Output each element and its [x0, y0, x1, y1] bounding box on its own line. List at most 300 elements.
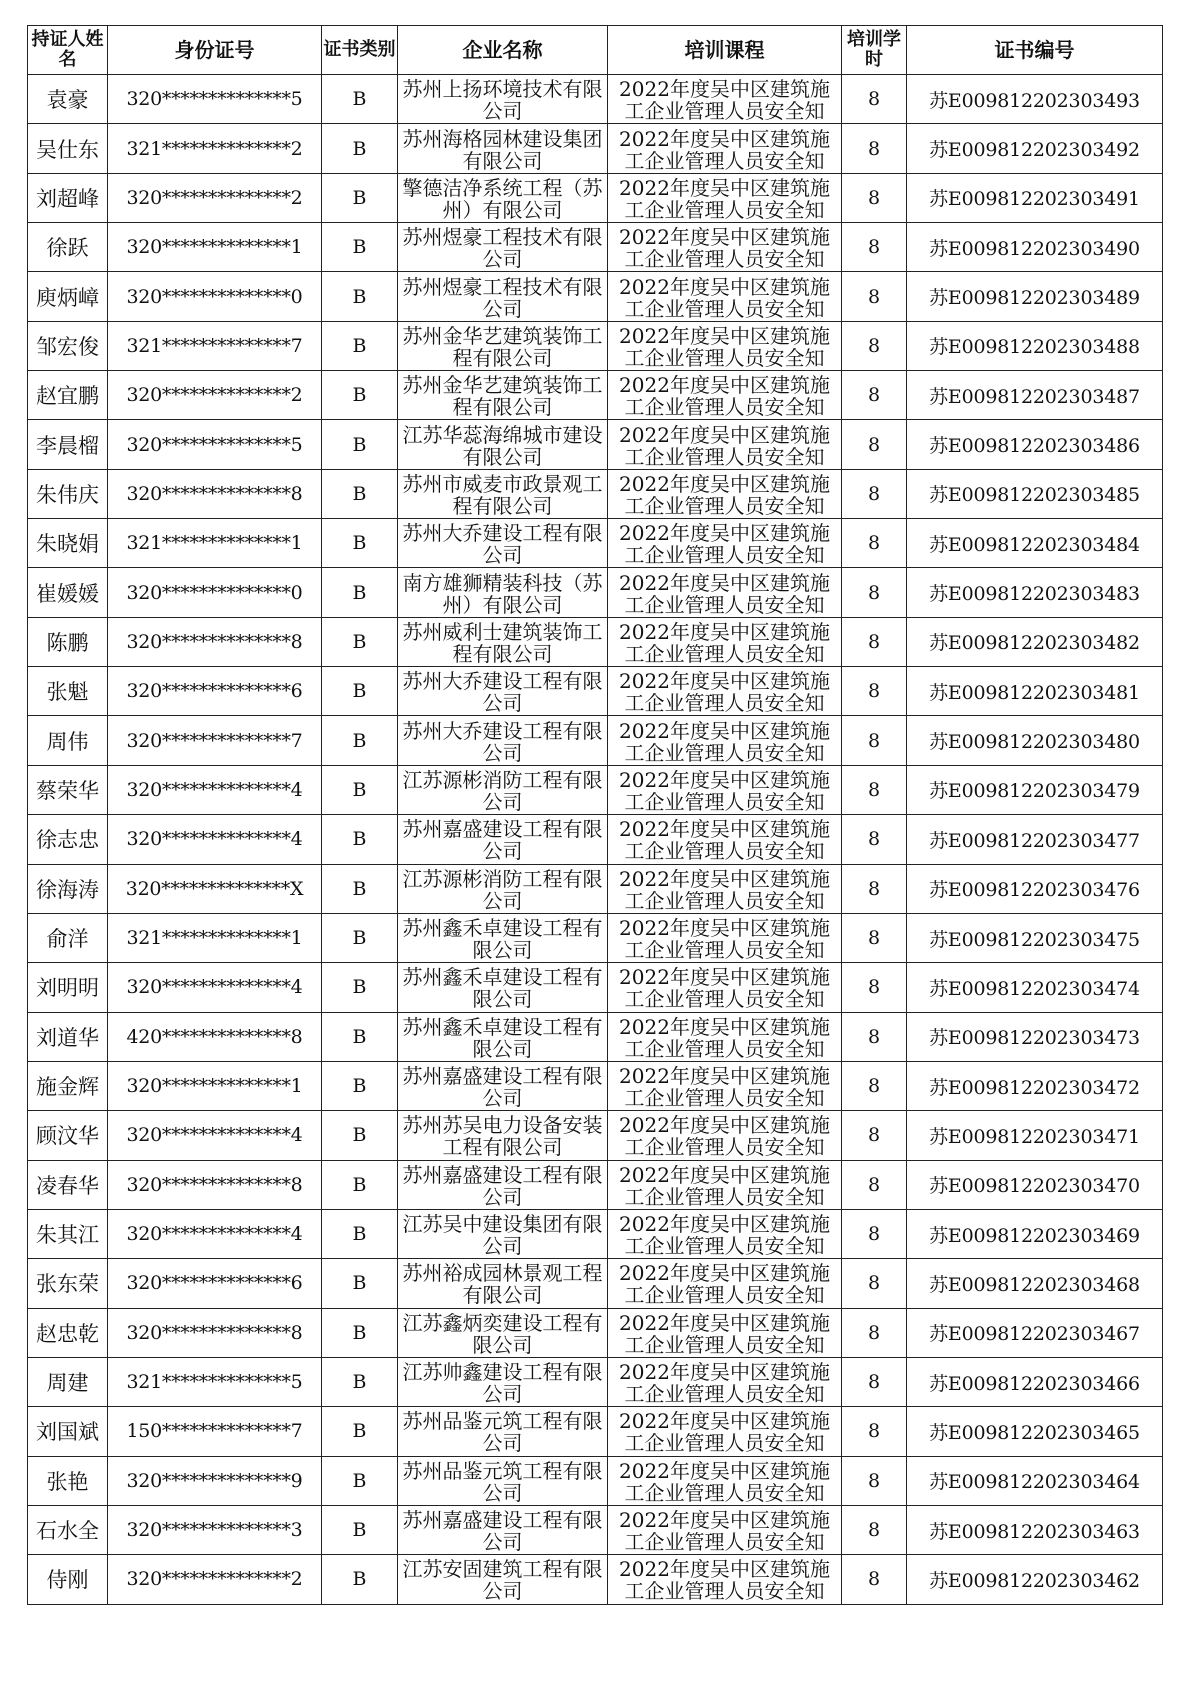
- id-number: 320**************2: [108, 173, 322, 222]
- cert-category: B: [322, 1555, 398, 1604]
- cert-number: 苏E009812202303483: [907, 568, 1163, 617]
- company-name: [398, 1357, 608, 1406]
- id-number: 320**************5: [108, 420, 322, 469]
- id-number: 321**************1: [108, 519, 322, 568]
- id-number: 321**************7: [108, 321, 322, 370]
- table-row: [28, 321, 1163, 370]
- company-name-text: 江苏华蕊海绵城市建设有限公司: [402, 422, 603, 468]
- table-row: [28, 716, 1163, 765]
- holder-name: 赵宜鹏: [28, 371, 108, 420]
- cert-number: 苏E009812202303480: [907, 716, 1163, 765]
- company-name: [398, 864, 608, 913]
- course-name-text: 2022年度吴中区建筑施工企业管理人员安全知: [619, 767, 830, 813]
- id-number: 320**************5: [108, 75, 322, 124]
- id-number: 320**************7: [108, 716, 322, 765]
- cert-category: B: [322, 371, 398, 420]
- training-hours: 8: [842, 1357, 907, 1406]
- course-name: [608, 716, 842, 765]
- holder-name: 凌春华: [28, 1160, 108, 1209]
- table-row: [28, 519, 1163, 568]
- course-name: [608, 667, 842, 716]
- cert-number: 苏E009812202303489: [907, 272, 1163, 321]
- company-name-text: 苏州煜豪工程技术有限公司: [402, 274, 603, 320]
- course-name: [608, 223, 842, 272]
- training-hours: 8: [842, 765, 907, 814]
- cert-category: B: [322, 568, 398, 617]
- id-number: 320**************8: [108, 469, 322, 518]
- table-row: [28, 223, 1163, 272]
- holder-name: 刘道华: [28, 1012, 108, 1061]
- company-name-text: 苏州海格园林建设集团有限公司: [402, 126, 603, 172]
- course-name-text: 2022年度吴中区建筑施工企业管理人员安全知: [619, 323, 830, 369]
- cert-number: 苏E009812202303481: [907, 667, 1163, 716]
- id-number: 320**************0: [108, 272, 322, 321]
- id-number: 320**************4: [108, 963, 322, 1012]
- course-name-text: 2022年度吴中区建筑施工企业管理人员安全知: [619, 718, 830, 764]
- course-name: [608, 124, 842, 173]
- id-number: 320**************8: [108, 1160, 322, 1209]
- course-name-text: 2022年度吴中区建筑施工企业管理人员安全知: [619, 866, 830, 912]
- training-hours: 8: [842, 667, 907, 716]
- cert-category: B: [322, 1259, 398, 1308]
- holder-name: 朱晓娟: [28, 519, 108, 568]
- cert-category: B: [322, 913, 398, 962]
- course-name: [608, 75, 842, 124]
- cert-number: 苏E009812202303474: [907, 963, 1163, 1012]
- company-name-text: 苏州嘉盛建设工程有限公司: [402, 1508, 603, 1554]
- holder-name: 张东荣: [28, 1259, 108, 1308]
- course-name: [608, 913, 842, 962]
- cert-category: B: [322, 1061, 398, 1110]
- training-hours: 8: [842, 864, 907, 913]
- company-name: [398, 1308, 608, 1357]
- table-row: [28, 272, 1163, 321]
- training-hours: 8: [842, 420, 907, 469]
- course-name: [608, 568, 842, 617]
- header-company: 企业名称: [398, 26, 608, 75]
- training-hours: 8: [842, 1308, 907, 1357]
- course-name: [608, 272, 842, 321]
- holder-name: 蔡荣华: [28, 765, 108, 814]
- header-row: [28, 26, 1163, 75]
- id-number: 320**************4: [108, 1209, 322, 1258]
- cert-category: B: [322, 963, 398, 1012]
- cert-category: B: [322, 469, 398, 518]
- course-name: [608, 371, 842, 420]
- holder-name: 俞洋: [28, 913, 108, 962]
- holder-name: 侍刚: [28, 1555, 108, 1604]
- header-holder-name: 持证人姓名: [28, 26, 108, 75]
- table-row: [28, 173, 1163, 222]
- header-cert-category: 证书类别: [322, 26, 398, 75]
- training-hours: 8: [842, 1259, 907, 1308]
- course-name: [608, 864, 842, 913]
- table-row: [28, 913, 1163, 962]
- holder-name: 徐跃: [28, 223, 108, 272]
- cert-category: B: [322, 519, 398, 568]
- cert-category: B: [322, 1209, 398, 1258]
- table-row: [28, 1456, 1163, 1505]
- company-name-text: 苏州苏吴电力设备安装工程有限公司: [402, 1113, 603, 1159]
- cert-number: 苏E009812202303469: [907, 1209, 1163, 1258]
- training-hours: 8: [842, 371, 907, 420]
- course-name: [608, 1061, 842, 1110]
- id-number: 320**************6: [108, 667, 322, 716]
- company-name: [398, 124, 608, 173]
- course-name-text: 2022年度吴中区建筑施工企业管理人员安全知: [619, 1113, 830, 1159]
- training-hours: 8: [842, 1209, 907, 1258]
- course-name-text: 2022年度吴中区建筑施工企业管理人员安全知: [619, 1212, 830, 1258]
- company-name-text: 擎德洁净系统工程（苏州）有限公司: [402, 175, 603, 221]
- table-row: [28, 1357, 1163, 1406]
- company-name-text: 江苏源彬消防工程有限公司: [402, 866, 603, 912]
- cert-number: 苏E009812202303487: [907, 371, 1163, 420]
- company-name-text: 苏州大乔建设工程有限公司: [402, 718, 603, 764]
- training-hours: 8: [842, 1012, 907, 1061]
- cert-number: 苏E009812202303467: [907, 1308, 1163, 1357]
- table-row: [28, 1407, 1163, 1456]
- company-name: [398, 815, 608, 864]
- cert-category: B: [322, 223, 398, 272]
- course-name: [608, 519, 842, 568]
- table-row: [28, 75, 1163, 124]
- course-name-text: 2022年度吴中区建筑施工企业管理人员安全知: [619, 1014, 830, 1060]
- course-name-text: 2022年度吴中区建筑施工企业管理人员安全知: [619, 126, 830, 172]
- table-row: [28, 617, 1163, 666]
- cert-number: 苏E009812202303479: [907, 765, 1163, 814]
- company-name: [398, 1407, 608, 1456]
- id-number: 320**************1: [108, 1061, 322, 1110]
- course-name: [608, 1209, 842, 1258]
- holder-name: 李晨榴: [28, 420, 108, 469]
- cert-number: 苏E009812202303485: [907, 469, 1163, 518]
- cert-category: B: [322, 321, 398, 370]
- table-row: [28, 1209, 1163, 1258]
- company-name: [398, 420, 608, 469]
- company-name-text: 苏州嘉盛建设工程有限公司: [402, 1162, 603, 1208]
- company-name-text: 江苏源彬消防工程有限公司: [402, 767, 603, 813]
- cert-number: 苏E009812202303490: [907, 223, 1163, 272]
- holder-name: 张艳: [28, 1456, 108, 1505]
- company-name: [398, 963, 608, 1012]
- id-number: 320**************8: [108, 617, 322, 666]
- company-name: [398, 173, 608, 222]
- id-number: 320**************0: [108, 568, 322, 617]
- cert-number: 苏E009812202303491: [907, 173, 1163, 222]
- course-name-text: 2022年度吴中区建筑施工企业管理人员安全知: [619, 669, 830, 715]
- course-name-text: 2022年度吴中区建筑施工企业管理人员安全知: [619, 1508, 830, 1554]
- id-number: 320**************4: [108, 815, 322, 864]
- cert-category: B: [322, 1012, 398, 1061]
- cert-category: B: [322, 124, 398, 173]
- company-name: [398, 469, 608, 518]
- holder-name: 周伟: [28, 716, 108, 765]
- cert-number: 苏E009812202303492: [907, 124, 1163, 173]
- company-name-text: 苏州煜豪工程技术有限公司: [402, 225, 603, 271]
- course-name: [608, 617, 842, 666]
- cert-number: 苏E009812202303463: [907, 1505, 1163, 1554]
- table-row: [28, 1259, 1163, 1308]
- company-name: [398, 667, 608, 716]
- holder-name: 刘国斌: [28, 1407, 108, 1456]
- holder-name: 赵忠乾: [28, 1308, 108, 1357]
- course-name: [608, 1111, 842, 1160]
- company-name-text: 苏州大乔建设工程有限公司: [402, 669, 603, 715]
- table-row: [28, 667, 1163, 716]
- table-row: [28, 568, 1163, 617]
- company-name-text: 苏州鑫禾卓建设工程有限公司: [402, 965, 603, 1011]
- cert-category: B: [322, 1160, 398, 1209]
- holder-name: 徐海涛: [28, 864, 108, 913]
- company-name-text: 苏州鑫禾卓建设工程有限公司: [402, 916, 603, 962]
- course-name-text: 2022年度吴中区建筑施工企业管理人员安全知: [619, 916, 830, 962]
- course-name-text: 2022年度吴中区建筑施工企业管理人员安全知: [619, 77, 830, 123]
- cert-category: B: [322, 1456, 398, 1505]
- company-name: [398, 1555, 608, 1604]
- id-number: 321**************2: [108, 124, 322, 173]
- cert-category: B: [322, 1505, 398, 1554]
- header-cert-number: 证书编号: [907, 26, 1163, 75]
- company-name: [398, 1012, 608, 1061]
- table-row: [28, 963, 1163, 1012]
- company-name-text: 苏州金华艺建筑装饰工程有限公司: [402, 323, 603, 369]
- training-hours: 8: [842, 617, 907, 666]
- company-name: [398, 617, 608, 666]
- company-name-text: 苏州金华艺建筑装饰工程有限公司: [402, 373, 603, 419]
- id-number: 320**************4: [108, 1111, 322, 1160]
- training-hours: 8: [842, 913, 907, 962]
- cert-number: 苏E009812202303468: [907, 1259, 1163, 1308]
- company-name-text: 江苏帅鑫建设工程有限公司: [402, 1360, 603, 1406]
- training-hours: 8: [842, 1061, 907, 1110]
- training-hours: 8: [842, 716, 907, 765]
- certificate-table: [27, 25, 1163, 1605]
- course-name-text: 2022年度吴中区建筑施工企业管理人员安全知: [619, 471, 830, 517]
- header-id-number: 身份证号: [108, 26, 322, 75]
- course-name: [608, 1357, 842, 1406]
- table-row: [28, 1555, 1163, 1604]
- company-name-text: 江苏吴中建设集团有限公司: [402, 1212, 603, 1258]
- company-name: [398, 1209, 608, 1258]
- training-hours: 8: [842, 815, 907, 864]
- training-hours: 8: [842, 1456, 907, 1505]
- training-hours: 8: [842, 173, 907, 222]
- cert-number: 苏E009812202303477: [907, 815, 1163, 864]
- company-name: [398, 321, 608, 370]
- table-row: [28, 1061, 1163, 1110]
- holder-name: 袁豪: [28, 75, 108, 124]
- cert-category: B: [322, 1407, 398, 1456]
- course-name: [608, 765, 842, 814]
- training-hours: 8: [842, 519, 907, 568]
- company-name: [398, 1456, 608, 1505]
- id-number: 320**************3: [108, 1505, 322, 1554]
- course-name-text: 2022年度吴中区建筑施工企业管理人员安全知: [619, 1064, 830, 1110]
- course-name-text: 2022年度吴中区建筑施工企业管理人员安全知: [619, 570, 830, 616]
- cert-number: 苏E009812202303484: [907, 519, 1163, 568]
- company-name-text: 苏州市威麦市政景观工程有限公司: [402, 471, 603, 517]
- cert-category: B: [322, 420, 398, 469]
- holder-name: 徐志忠: [28, 815, 108, 864]
- cert-category: B: [322, 667, 398, 716]
- holder-name: 崔媛媛: [28, 568, 108, 617]
- training-hours: 8: [842, 223, 907, 272]
- table-row: [28, 1160, 1163, 1209]
- training-hours: 8: [842, 1407, 907, 1456]
- id-number: 320**************4: [108, 765, 322, 814]
- table-row: [28, 469, 1163, 518]
- cert-category: B: [322, 1308, 398, 1357]
- course-name-text: 2022年度吴中区建筑施工企业管理人员安全知: [619, 1409, 830, 1455]
- cert-category: B: [322, 272, 398, 321]
- id-number: 320**************1: [108, 223, 322, 272]
- company-name-text: 苏州嘉盛建设工程有限公司: [402, 817, 603, 863]
- course-name: [608, 321, 842, 370]
- course-name-text: 2022年度吴中区建筑施工企业管理人员安全知: [619, 965, 830, 1011]
- company-name: [398, 272, 608, 321]
- holder-name: 吴仕东: [28, 124, 108, 173]
- cert-number: 苏E009812202303470: [907, 1160, 1163, 1209]
- course-name-text: 2022年度吴中区建筑施工企业管理人员安全知: [619, 1162, 830, 1208]
- cert-number: 苏E009812202303471: [907, 1111, 1163, 1160]
- course-name: [608, 963, 842, 1012]
- table-row: [28, 765, 1163, 814]
- company-name-text: 苏州上扬环境技术有限公司: [402, 77, 603, 123]
- training-hours: 8: [842, 321, 907, 370]
- holder-name: 石水全: [28, 1505, 108, 1554]
- cert-category: B: [322, 864, 398, 913]
- course-name: [608, 815, 842, 864]
- id-number: 320**************8: [108, 1308, 322, 1357]
- cert-number: 苏E009812202303464: [907, 1456, 1163, 1505]
- company-name-text: 苏州鑫禾卓建设工程有限公司: [402, 1014, 603, 1060]
- cert-category: B: [322, 173, 398, 222]
- holder-name: 刘超峰: [28, 173, 108, 222]
- cert-number: 苏E009812202303482: [907, 617, 1163, 666]
- training-hours: 8: [842, 1505, 907, 1554]
- course-name-text: 2022年度吴中区建筑施工企业管理人员安全知: [619, 1261, 830, 1307]
- course-name: [608, 1555, 842, 1604]
- holder-name: 陈鹏: [28, 617, 108, 666]
- cert-category: B: [322, 617, 398, 666]
- training-hours: 8: [842, 272, 907, 321]
- company-name: [398, 519, 608, 568]
- course-name: [608, 1407, 842, 1456]
- cert-number: 苏E009812202303488: [907, 321, 1163, 370]
- course-name-text: 2022年度吴中区建筑施工企业管理人员安全知: [619, 1310, 830, 1356]
- table-row: [28, 1505, 1163, 1554]
- table-row: [28, 1308, 1163, 1357]
- company-name: [398, 1505, 608, 1554]
- table-row: [28, 1012, 1163, 1061]
- id-number: 320**************2: [108, 371, 322, 420]
- cert-category: B: [322, 1111, 398, 1160]
- cert-number: 苏E009812202303462: [907, 1555, 1163, 1604]
- course-name-text: 2022年度吴中区建筑施工企业管理人员安全知: [619, 274, 830, 320]
- course-name: [608, 1259, 842, 1308]
- course-name-text: 2022年度吴中区建筑施工企业管理人员安全知: [619, 1557, 830, 1603]
- company-name-text: 苏州威利士建筑装饰工程有限公司: [402, 619, 603, 665]
- id-number: 320**************9: [108, 1456, 322, 1505]
- cert-number: 苏E009812202303476: [907, 864, 1163, 913]
- course-name: [608, 1505, 842, 1554]
- id-number: 150**************7: [108, 1407, 322, 1456]
- training-hours: 8: [842, 1160, 907, 1209]
- table-row: [28, 1111, 1163, 1160]
- holder-name: 庾炳嶂: [28, 272, 108, 321]
- cert-category: B: [322, 815, 398, 864]
- cert-category: B: [322, 765, 398, 814]
- company-name-text: 苏州嘉盛建设工程有限公司: [402, 1064, 603, 1110]
- course-name-text: 2022年度吴中区建筑施工企业管理人员安全知: [619, 521, 830, 567]
- training-hours: 8: [842, 75, 907, 124]
- course-name-text: 2022年度吴中区建筑施工企业管理人员安全知: [619, 1458, 830, 1504]
- cert-number: 苏E009812202303486: [907, 420, 1163, 469]
- company-name-text: 江苏鑫炳奕建设工程有限公司: [402, 1310, 603, 1356]
- course-name-text: 2022年度吴中区建筑施工企业管理人员安全知: [619, 422, 830, 468]
- course-name: [608, 1456, 842, 1505]
- table-row: [28, 124, 1163, 173]
- company-name: [398, 1160, 608, 1209]
- cert-category: B: [322, 716, 398, 765]
- company-name: [398, 568, 608, 617]
- cert-category: B: [322, 75, 398, 124]
- id-number: 420**************8: [108, 1012, 322, 1061]
- holder-name: 朱伟庆: [28, 469, 108, 518]
- header-hours: 培训学时: [842, 26, 907, 75]
- holder-name: 邹宏俊: [28, 321, 108, 370]
- holder-name: 张魁: [28, 667, 108, 716]
- course-name-text: 2022年度吴中区建筑施工企业管理人员安全知: [619, 619, 830, 665]
- holder-name: 顾汶华: [28, 1111, 108, 1160]
- company-name: [398, 765, 608, 814]
- course-name: [608, 173, 842, 222]
- id-number: 320**************6: [108, 1259, 322, 1308]
- table-row: [28, 864, 1163, 913]
- cert-number: 苏E009812202303475: [907, 913, 1163, 962]
- course-name-text: 2022年度吴中区建筑施工企业管理人员安全知: [619, 225, 830, 271]
- course-name-text: 2022年度吴中区建筑施工企业管理人员安全知: [619, 373, 830, 419]
- course-name: [608, 1308, 842, 1357]
- holder-name: 朱其江: [28, 1209, 108, 1258]
- cert-number: 苏E009812202303473: [907, 1012, 1163, 1061]
- training-hours: 8: [842, 568, 907, 617]
- cert-number: 苏E009812202303466: [907, 1357, 1163, 1406]
- company-name: [398, 75, 608, 124]
- training-hours: 8: [842, 963, 907, 1012]
- training-hours: 8: [842, 124, 907, 173]
- id-number: 320**************X: [108, 864, 322, 913]
- holder-name: 施金辉: [28, 1061, 108, 1110]
- company-name: [398, 913, 608, 962]
- company-name: [398, 1111, 608, 1160]
- training-hours: 8: [842, 469, 907, 518]
- cert-number: 苏E009812202303493: [907, 75, 1163, 124]
- training-hours: 8: [842, 1555, 907, 1604]
- table-row: [28, 420, 1163, 469]
- course-name: [608, 1160, 842, 1209]
- holder-name: 刘明明: [28, 963, 108, 1012]
- table-row: [28, 371, 1163, 420]
- company-name-text: 苏州裕成园林景观工程有限公司: [402, 1261, 603, 1307]
- cert-number: 苏E009812202303472: [907, 1061, 1163, 1110]
- holder-name: 周建: [28, 1357, 108, 1406]
- company-name-text: 苏州大乔建设工程有限公司: [402, 521, 603, 567]
- table-row: [28, 815, 1163, 864]
- company-name: [398, 1259, 608, 1308]
- company-name-text: 苏州品鉴元筑工程有限公司: [402, 1409, 603, 1455]
- company-name-text: 江苏安固建筑工程有限公司: [402, 1557, 603, 1603]
